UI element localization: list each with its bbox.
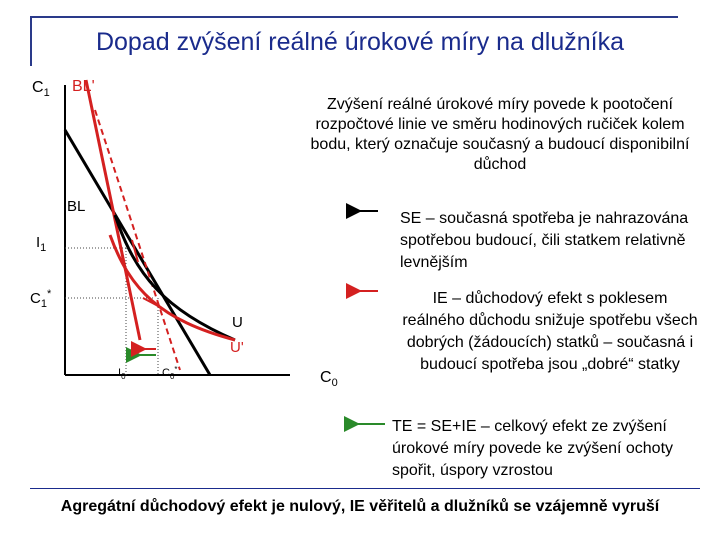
budget-line-bl-new xyxy=(86,80,140,340)
u-new-label: U' xyxy=(230,339,244,356)
total-effect-note: TE = SE+IE – celkový efekt ze zvýšení úrokové míry povede ke zvýšení ochoty spořit, úspory vzrostou xyxy=(392,418,674,479)
x-axis-label: $C_0$ xyxy=(320,369,338,389)
substitution-effect-note: SE – současná spotřeba je nahrazována spotřebou budoucí, čili statkem relativně levnějším xyxy=(400,210,689,271)
i1-label: $I_1$ xyxy=(36,234,47,254)
bl-label: BL xyxy=(67,198,86,215)
i0-label: $I_0$ xyxy=(118,367,126,381)
footer-conclusion: Agregátní důchodový efekt je nulový, IE věřitelů a dlužníků se vzájemně vyruší xyxy=(60,498,660,515)
u-label: U xyxy=(232,314,243,331)
main-description: Zvýšení reálné úrokové míry povede k pootočení rozpočtové linie ve směru hodinových ručiček kolem bodu, který označuje současný a budoucí disponibilní důchod xyxy=(310,96,690,173)
y-axis-label: $C_1$ xyxy=(32,79,50,99)
bl-new-label: BL' xyxy=(72,78,95,95)
budget-line-bl xyxy=(65,130,210,375)
c1star-label: $C_1^*$ xyxy=(30,288,52,310)
c0star-label: $C_0^*$ xyxy=(162,365,178,381)
footer-divider xyxy=(30,488,700,489)
page-title: Dopad zvýšení reálné úrokové míry na dlužníka xyxy=(95,28,625,56)
income-effect-note: IE – důchodový efekt s poklesem reálného důchodu snižuje spotřebu všech dobrých (žádoucích) statků – současná i budoucí spotřeba jsou „dobré“ statky xyxy=(402,290,698,373)
